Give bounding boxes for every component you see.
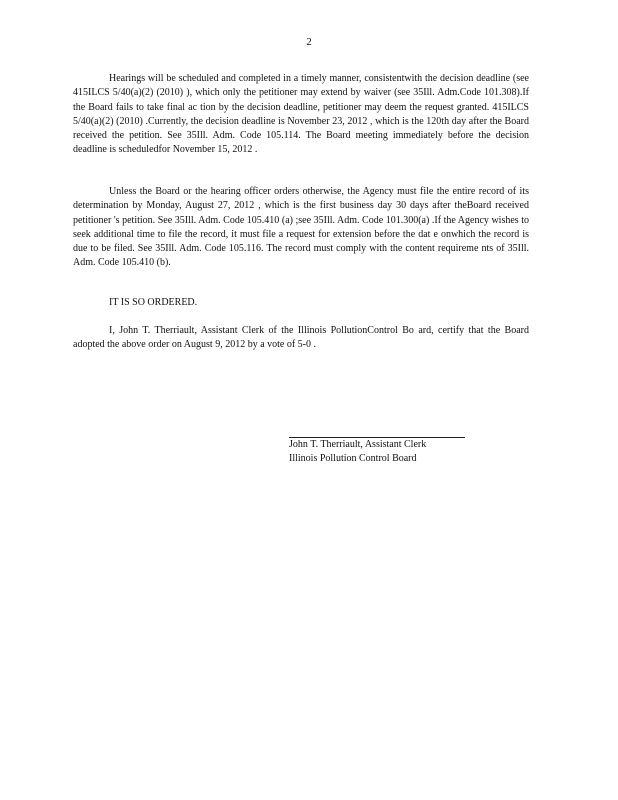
paragraph-certification: I, John T. Therriault, Assistant Clerk of the Illinois PollutionControl Bo ard, certify that the Board adopted the above order on August 9, 2012 by a vote of 5-0 . — [73, 325, 529, 351]
signature-name: John T. Therriault, Assistant Clerk — [289, 439, 427, 450]
signature-organization: Illinois Pollution Control Board — [289, 453, 417, 464]
paragraph-order-statement: IT IS SO ORDERED. — [109, 297, 198, 308]
paragraph-hearings: Hearings will be scheduled and completed in a timely manner, consistentwith the decision deadline (see 415ILCS 5/40(a)(2) (2010) ), which only the petitioner may extend by waiver (see 35Ill. Adm.Code 101.308).If the Board fails to take final ac tion by the decision deadline, petitioner may deem the request granted. 415ILCS 5/40(a)(2) (2010) .Currently, the decision deadline is November 23, 2012 , which is the 120th day after the Board received the petition. See 35Ill. Adm. Code 105.114. The Board meeting immediately before the decision deadline is scheduledfor November 15, 2012 . — [73, 73, 529, 156]
page-number: 2 — [306, 36, 312, 48]
signature-block — [289, 438, 426, 466]
paragraph-record-filing: Unless the Board or the hearing officer orders otherwise, the Agency must file the entire record of its determination by Monday, August 27, 2012 , which is the first business day 30 days after theBoard received petitioner 's petition. See 35Ill. Adm. Code 105.410 (a) ;see 35Ill. Adm. Code 101.300(a) .If the Agency wishes to seek additional time to file the record, it must file a request for extension before the dat e onwhich the record is due to be filed. See 35Ill. Adm. Code 105.116. The record must comply with the content requireme nts of 35Ill. Adm. Code 105.410 (b). — [73, 186, 529, 269]
